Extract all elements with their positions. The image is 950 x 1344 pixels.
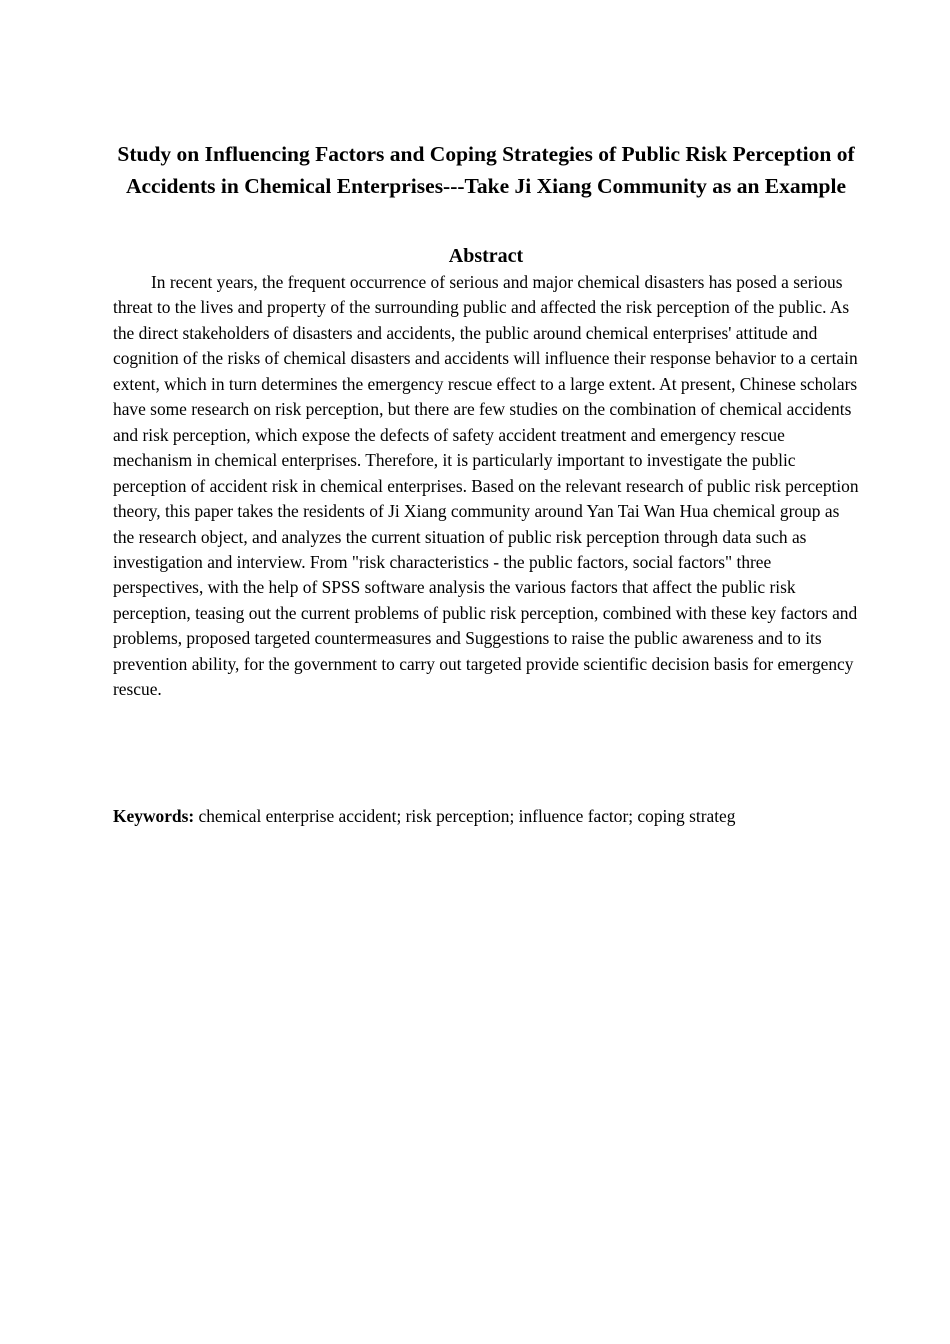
keywords-line — [113, 804, 859, 829]
abstract-body: In recent years, the frequent occurrence of serious and major chemical disasters has posed a serious threat to the lives and property of the surrounding public and affected the risk perception of the public. As the direct stakeholders of disasters and accidents, the public around chemical enterprises' attitude and cognition of the risks of chemical disasters and accidents will influence their response behavior to a certain extent, which in turn determines the emergency rescue effect to a large extent. At present, Chinese scholars have some research on risk perception, but there are few studies on the combination of chemical accidents and risk perception, which expose the defects of safety accident treatment and emergency rescue mechanism in chemical enterprises. Therefore, it is particularly important to investigate the public perception of accident risk in chemical enterprises. Based on the relevant research of public risk perception theory, this paper takes the residents of Ji Xiang community around Yan Tai Wan Hua chemical group as the research object, and analyzes the current situation of public risk perception through data such as investigation and interview. From "risk characteristics - the public factors, social factors" three perspectives, with the help of SPSS software analysis the various factors that affect the public risk perception, teasing out the current problems of public risk perception, combined with these key factors and problems, proposed targeted countermeasures and Suggestions to raise the public awareness and to its prevention ability, for the government to carry out targeted provide scientific decision basis for emergency rescue. — [113, 272, 859, 700]
abstract-heading: Abstract — [448, 245, 524, 267]
paper-title: Study on Influencing Factors and Coping Strategies of Public Risk Perception of Accidents in Chemical Enterprises---Take Ji Xiang Community as an Example — [117, 142, 855, 198]
keywords-label: Keywords: — [113, 806, 195, 826]
keywords-text: chemical enterprise accident; risk perception; influence factor; coping strateg — [198, 806, 736, 826]
